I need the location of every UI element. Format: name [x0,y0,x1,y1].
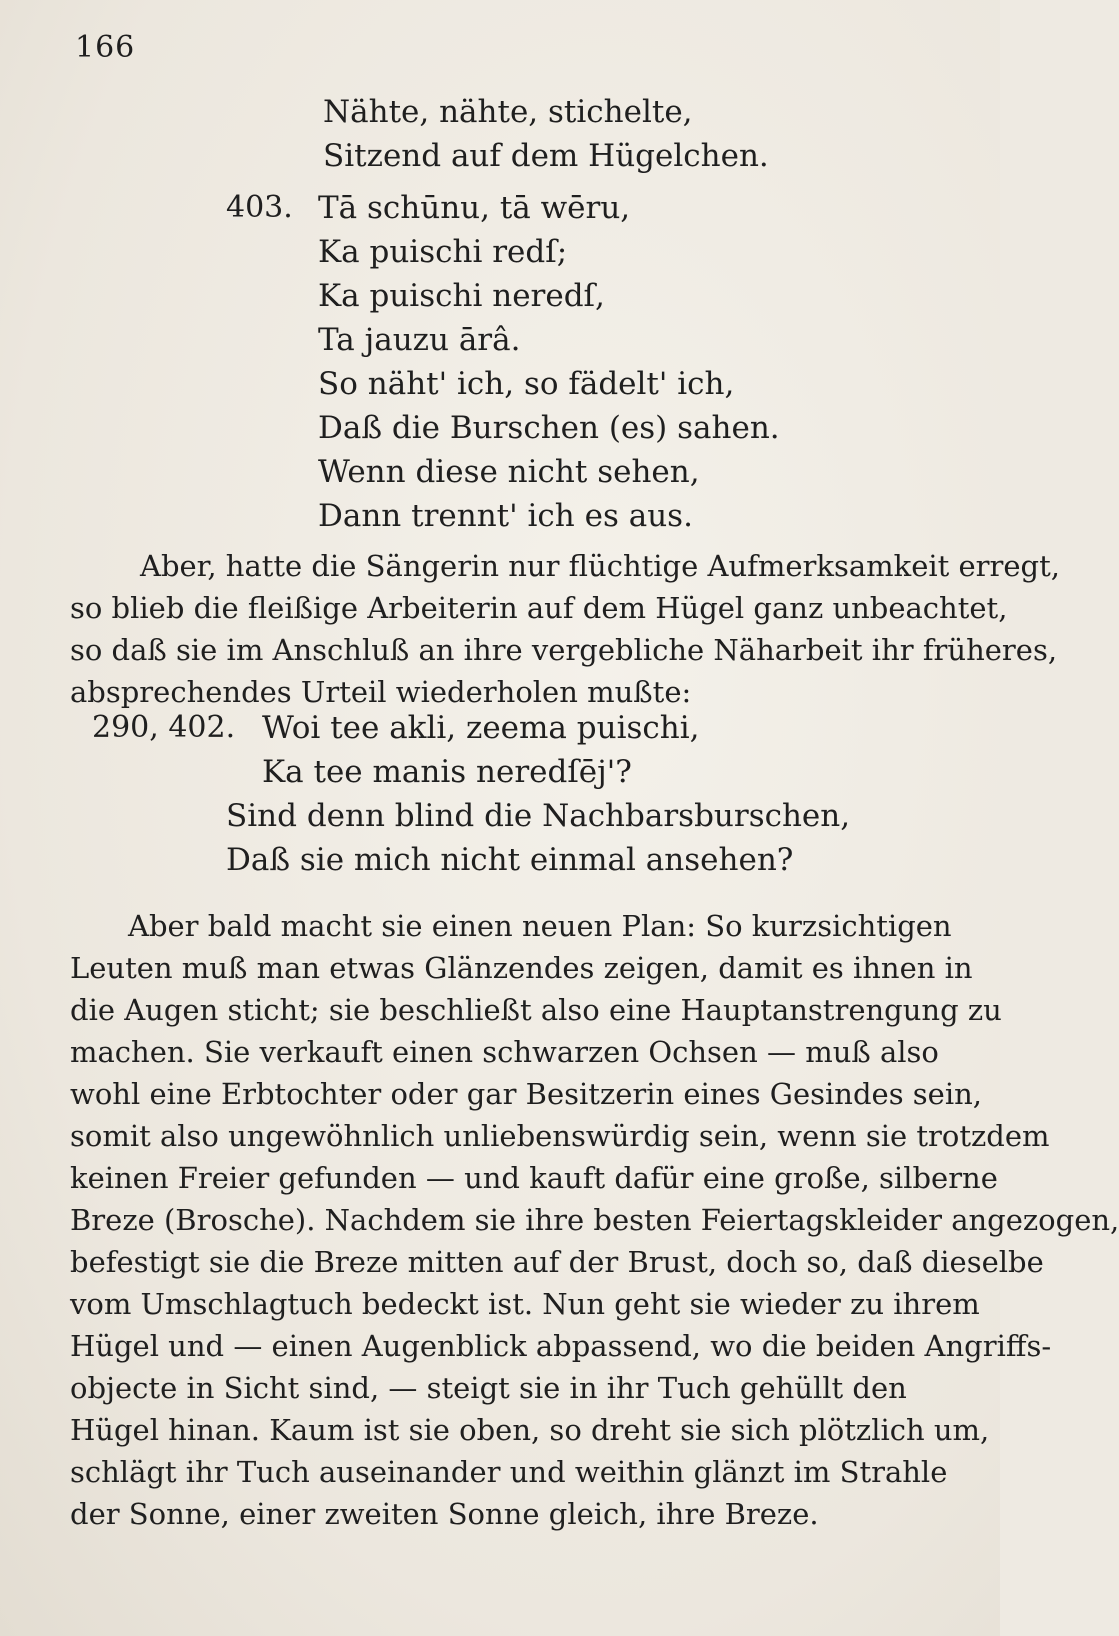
verse-line: Dann trennt' ich es aus. [318,498,693,534]
paragraph-line: Aber, hatte die Sängerin nur flüchtige Aufmerksamkeit erregt, [140,549,1060,583]
verse-line: Sind denn blind die Nachbarsburschen, [226,798,851,834]
paragraph-line: so blieb die fleißige Arbeiterin auf dem Hügel ganz unbeachtet, [70,591,1008,625]
paragraph-line: absprechendes Urteil wiederholen mußte: [70,675,692,709]
verse-number-290-402: 290, 402. [92,710,236,745]
paragraph-2 [70,905,1119,1535]
paragraph-line: keinen Freier gefunden — und kauft dafür eine große, silberne [70,1161,998,1195]
verse-line: Sitzend auf dem Hügelchen. [323,138,769,174]
verse-line: Ka puischi neredſ, [318,278,605,314]
paragraph-line: so daß sie im Anschluß an ihre vergebliche Näharbeit ihr früheres, [70,633,1058,667]
paragraph-line: schlägt ihr Tuch auseinander und weithin glänzt im Strahle [70,1455,948,1489]
verse-290-402-german [226,794,850,882]
verse-403 [318,186,780,538]
paragraph-line: somit also ungewöhnlich unliebenswürdig sein, wenn sie trotzdem [70,1119,1050,1153]
verse-line: Tā schūnu, tā wēru, [318,190,631,226]
verse-line: Daß die Burschen (es) sahen. [318,410,780,446]
verse-line: Ka tee manis neredſēj'? [262,754,632,790]
verse-line: Ka puischi redſ; [318,234,568,270]
paragraph-line: Leuten muß man etwas Glänzendes zeigen, damit es ihnen in [70,951,973,985]
verse-number-403: 403. [226,190,293,225]
paragraph-line: objecte in Sicht sind, — steigt sie in ihr Tuch gehüllt den [70,1371,907,1405]
paragraph-line: wohl eine Erbtochter oder gar Besitzerin eines Gesindes sein, [70,1077,983,1111]
verse-line: Wenn diese nicht sehen, [318,454,700,490]
paragraph-line: Hügel und — einen Augenblick abpassend, wo die beiden Angriffs- [70,1329,1052,1363]
paragraph-line: die Augen sticht; sie beschließt also eine Hauptanstrengung zu [70,993,1002,1027]
page-number: 166 [75,30,136,65]
verse-line: Daß sie mich nicht einmal ansehen? [226,842,794,878]
verse-top [323,90,769,178]
verse-line: So näht' ich, so fädelt' ich, [318,366,735,402]
paragraph-line: Aber bald macht sie einen neuen Plan: So kurzsichtigen [128,909,952,943]
paragraph-line: befestigt sie die Breze mitten auf der Brust, doch so, daß dieselbe [70,1245,1044,1279]
paragraph-line: Hügel hinan. Kaum ist sie oben, so dreht sie sich plötzlich um, [70,1413,990,1447]
paragraph-line: vom Umschlagtuch bedeckt ist. Nun geht sie wieder zu ihrem [70,1287,980,1321]
verse-line: Woi tee akli, zeema puischi, [262,710,700,746]
verse-line: Ta jauzu ārâ. [318,322,521,358]
verse-line: Nähte, nähte, stichelte, [323,94,693,130]
paragraph-1 [70,545,1060,713]
paragraph-line: der Sonne, einer zweiten Sonne gleich, ihre Breze. [70,1497,819,1531]
verse-290-402-latvian [262,706,699,794]
paragraph-line: Breze (Brosche). Nachdem sie ihre besten Feiertagskleider angezogen, [70,1203,1119,1237]
paragraph-line: machen. Sie verkauft einen schwarzen Ochsen — muß also [70,1035,939,1069]
